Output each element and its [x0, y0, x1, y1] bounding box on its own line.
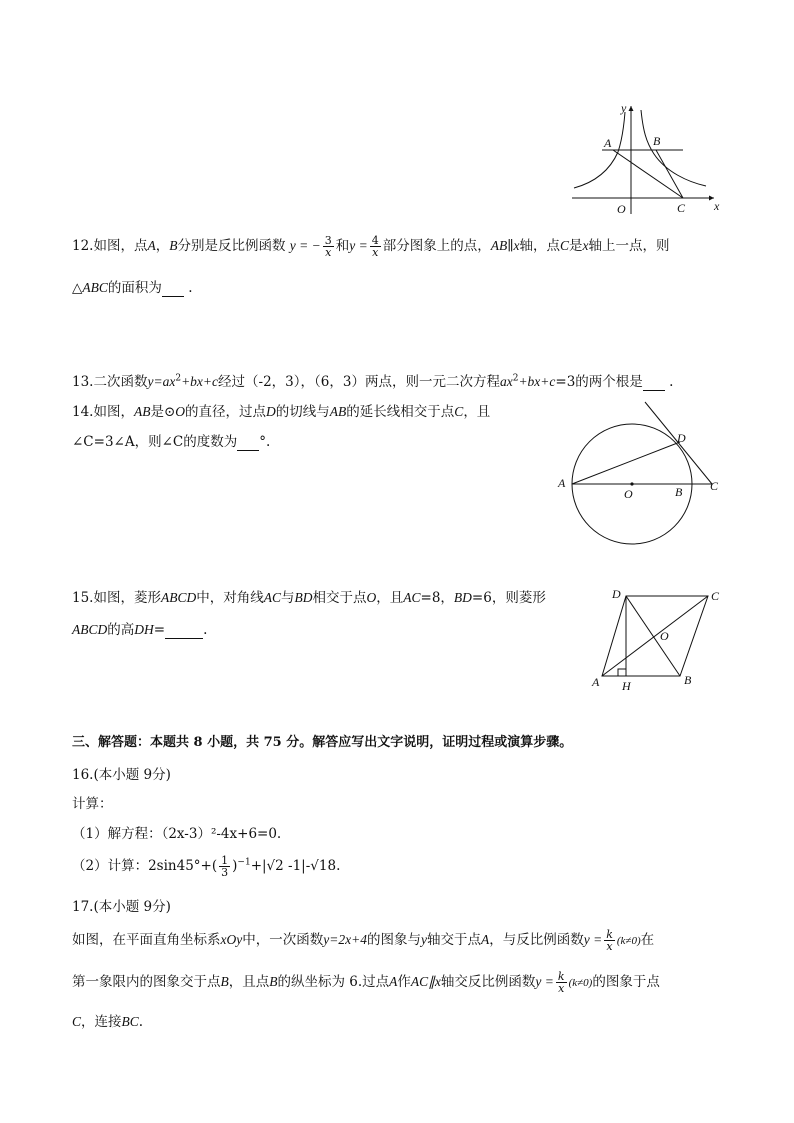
figure-q15-rhombus: [588, 584, 734, 694]
q16-calc: 计算：: [72, 796, 113, 812]
q12-line2: △ABC的面积为 .: [72, 280, 193, 296]
q15-line1: 15.如图，菱形ABCD中，对角线AC与BD相交于点O，且AC=8，BD=6，则菱形: [72, 590, 546, 606]
answer-blank[interactable]: [237, 434, 259, 451]
fig14-label-A: A: [558, 476, 566, 490]
q14-line2: ∠C=3∠A，则∠C的度数为 °.: [72, 434, 271, 450]
fig14-label-B: B: [675, 485, 683, 499]
q13-line: 13.二次函数$y=ax^2+bx+c$经过（-2，3），（6，3）两点，则一元二次方程$ax^2+bx+c=3$的两个根是 .: [72, 373, 674, 390]
figure-q12-hyperbola: [566, 100, 726, 218]
fraction-k-over-x: $\frac{k}{x}$: [606, 928, 613, 953]
q15-line2: ABCD的高DH= .: [72, 622, 208, 638]
answer-blank[interactable]: [162, 280, 184, 297]
fig15-label-H: H: [622, 679, 631, 693]
answer-blank[interactable]: [165, 622, 203, 639]
q16-part1: （1）解方程：（2x-3）²-4x+6=0.: [72, 826, 282, 842]
q12-line1: 12.如图，点A，B分别是反比例函数 y = − $\frac{3}{x}$ 和y = $\frac{4}{x}$ 部分图象上的点，AB∥x轴，点C是x轴上一点，则: [72, 234, 670, 259]
q16-part2: （2）计算：2sin45°+( $\frac{1}{3}$ )$^{-1}$+|√2 -1|-√18.: [72, 854, 341, 879]
figure-q14-circle: [552, 398, 732, 550]
q17-line1: 如图，在平面直角坐标系xOy中，一次函数y=2x+4的图象与y轴交于点A，与反比例函数y = $\frac{k}{x}$ (k≠0)在: [72, 928, 655, 953]
q16-title: 16.(本小题 9分): [72, 767, 171, 783]
fig12-label-B: B: [653, 134, 661, 148]
fig12-label-C: C: [677, 201, 686, 215]
q17-line3: C，连接BC.: [72, 1014, 144, 1030]
fig15-label-D: D: [612, 587, 621, 601]
q17-title: 17.(本小题 9分): [72, 899, 171, 915]
q17-line2: 第一象限内的图象交于点B，且点B的纵坐标为 6.过点A作AC∥x轴交反比例函数y = $\frac{k}{x}$ (k≠0)的图象于点: [72, 970, 660, 995]
fraction-k-over-x-2: $\frac{k}{x}$: [557, 970, 565, 995]
fig12-label-x: x: [714, 199, 720, 213]
fig14-label-C: C: [710, 479, 719, 493]
fig12-label-O: O: [617, 202, 626, 216]
fig12-label-y: y: [621, 101, 627, 115]
fraction-4-over-x: $\frac{4}{x}$: [371, 234, 379, 259]
fig14-label-O: O: [624, 487, 633, 501]
fig15-label-B: B: [684, 673, 692, 687]
fig15-label-O: O: [660, 629, 669, 643]
fraction-minus-3-over-x: $\frac{3}{x}$: [324, 234, 332, 259]
fig14-label-D: D: [677, 431, 686, 445]
section-heading: 三、解答题：本题共 8 小题，共 75 分。解答应写出文字说明，证明过程或演算步骤。: [72, 735, 573, 750]
fraction-one-third: $\frac{1}{3}$: [221, 854, 229, 879]
fig15-label-C: C: [711, 589, 720, 603]
fig15-label-A: A: [592, 675, 600, 689]
q14-line1: 14.如图，AB是⊙O的直径，过点D的切线与AB的延长线相交于点C，且: [72, 404, 491, 420]
answer-blank[interactable]: [643, 374, 665, 391]
fig12-label-A: A: [604, 136, 612, 150]
